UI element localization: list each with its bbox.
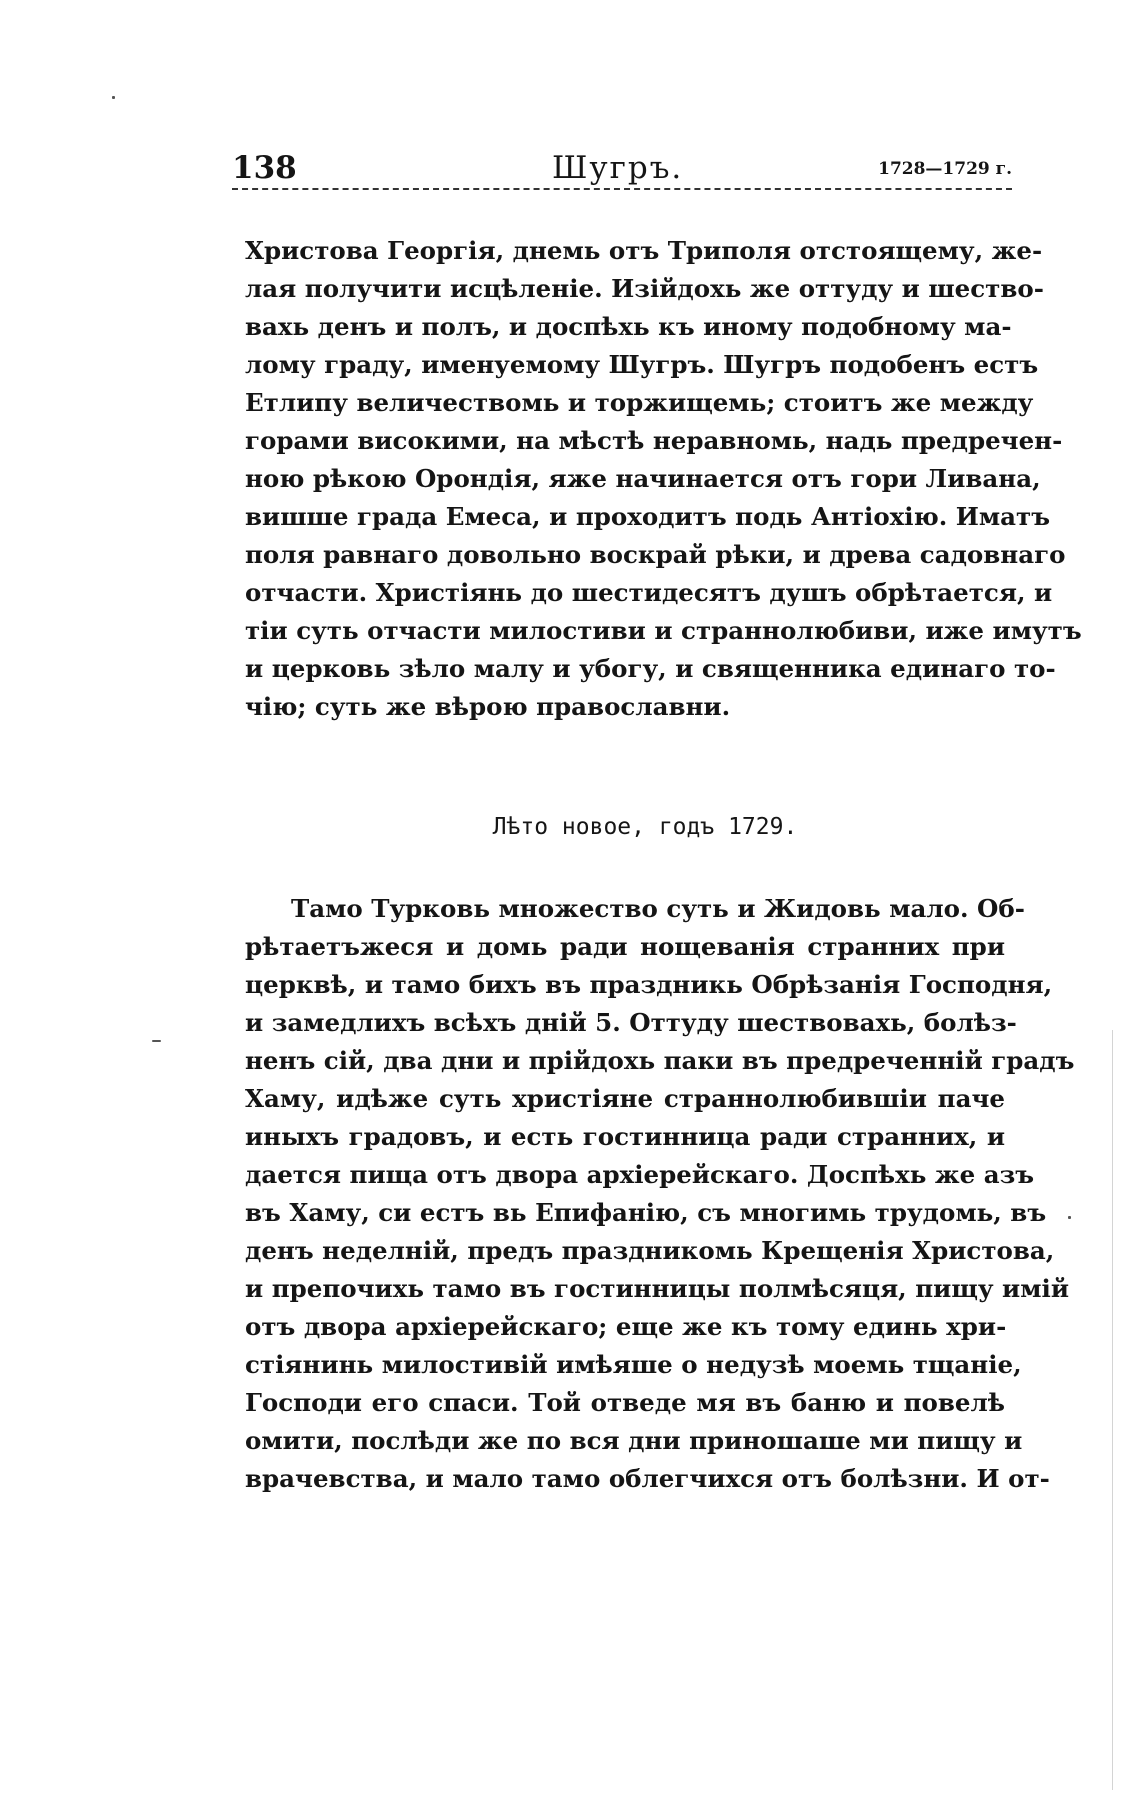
running-title: Шугръ. (552, 150, 684, 186)
text-line: дается пища отъ двора архіерейскаго. Доспѣхь же азъ (245, 1160, 1035, 1189)
text-line: горами високими, на мѣстѣ неравномь, надь предречен- (245, 426, 1063, 455)
text-line: и замедлихъ всѣхъ дній 5. Оттуду шествовахь, болѣз- (245, 1008, 1017, 1037)
text-line: денъ неделній, предъ праздникомь Крещенія Христова, (245, 1236, 1055, 1265)
text-line: омити, послѣди же по вся дни приношаше ми пищу и (245, 1426, 1023, 1455)
text-line: Господи его спаси. Той отведе мя въ баню и повелѣ (245, 1388, 1005, 1417)
page-number: 138 (232, 150, 297, 186)
text-line: иныхъ градовъ, и есть гостинница ради странних, и (245, 1122, 1005, 1151)
text-line: отъ двора архіерейскаго; еще же къ тому единь хри- (245, 1312, 1007, 1341)
text-line: стіянинь милостивій имѣяше о недузѣ моемь тщаніе, (245, 1350, 1022, 1379)
page-header (232, 148, 1012, 192)
scan-speck (1068, 1216, 1071, 1219)
text-line: отчасти. Христіянь до шестидесятъ душъ обрѣтается, и (245, 578, 1053, 607)
text-line: чію; суть же вѣрою православни. (245, 692, 731, 721)
paragraph-2 (245, 890, 1075, 1498)
scan-speck (152, 1040, 161, 1042)
scan-speck (112, 96, 115, 99)
text-line: рѣтаетъжеся и домь ради нощеванія странних при (245, 932, 1005, 961)
text-line: ною рѣкою Орондія, яже начинается отъ гори Ливана, (245, 464, 1041, 493)
text-line: лому граду, именуемому Шугръ. Шугръ подобенъ естъ (245, 350, 1039, 379)
text-line: и церковь зѣло малу и убогу, и священника единаго то- (245, 654, 1056, 683)
text-line: тіи суть отчасти милостиви и страннолюбиви, иже имутъ (245, 616, 1082, 645)
text-line: церквѣ, и тамо бихъ въ праздникь Обрѣзанія Господня, (245, 970, 1053, 999)
scan-edge-line (1112, 1030, 1113, 1790)
year-range: 1728—1729 г. (878, 159, 1012, 179)
text-line: Етлипу величествомь и торжищемь; стоитъ же между (245, 388, 1034, 417)
text-line: ненъ сій, два дни и прійдохь паки въ предреченній градъ (245, 1046, 1075, 1075)
text-line: лая получити исцѣленіе. Изійдохь же оттуду и шество- (245, 274, 1044, 303)
section-heading: Лѣто новое, годъ 1729. (492, 814, 798, 840)
text-line: и препочихь тамо въ гостинницы полмѣсяця, пищу имій (245, 1274, 1069, 1303)
text-line: Христова Георгія, днемь отъ Триполя отстоящему, же- (245, 236, 1043, 265)
text-line: врачевства, и мало тамо облегчихся отъ болѣзни. И от- (245, 1464, 1050, 1493)
text-line: Тамо Турковь множество суть и Жидовь мало. Об- (291, 894, 1025, 923)
paragraph-1 (245, 232, 1082, 726)
text-line: Хаму, идѣже суть христіяне страннолюбившіи паче (245, 1084, 1005, 1113)
text-line: поля равнаго довольно воскрай рѣки, и древа садовнаго (245, 540, 1066, 569)
text-line: въ Хаму, си естъ вь Епифанію, съ многимь трудомь, въ (245, 1198, 1047, 1227)
header-rule (232, 188, 1012, 190)
text-line: вишше града Емеса, и проходитъ подь Антіохію. Иматъ (245, 502, 1051, 531)
text-line: вахь денъ и полъ, и доспѣхь къ иному подобному ма- (245, 312, 1012, 341)
